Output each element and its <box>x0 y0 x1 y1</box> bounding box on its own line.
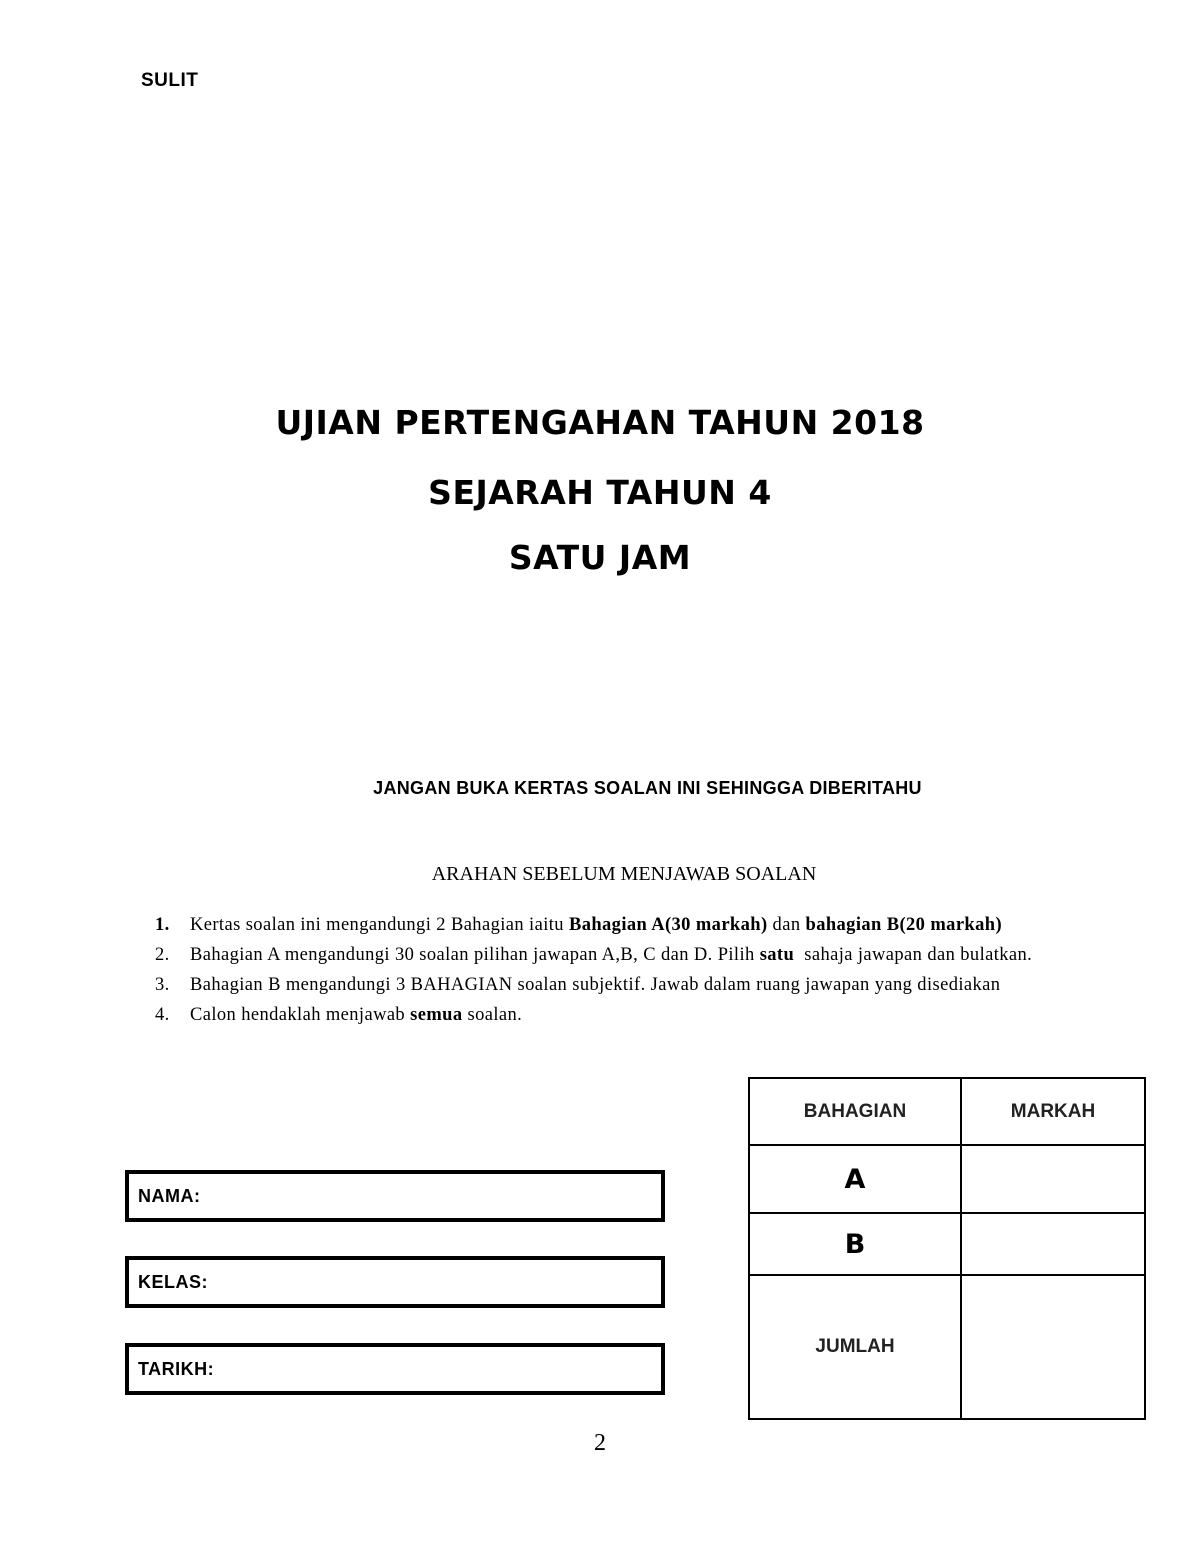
instruction-text: Calon hendaklah menjawab semua soalan. <box>190 1005 523 1025</box>
instruction-text: Bahagian B mengandungi 3 BAHAGIAN soalan subjektif. Jawab dalam ruang jawapan yang disediakan <box>190 975 1001 995</box>
class-label: KELAS: <box>138 1272 208 1292</box>
name-label: NAMA: <box>138 1186 201 1206</box>
subject-title: SEJARAH TAHUN 4 <box>428 473 772 512</box>
table-row <box>749 1275 1145 1419</box>
total-label: JUMLAH <box>749 1275 961 1419</box>
name-field[interactable] <box>125 1170 665 1222</box>
date-label: TARIKH: <box>138 1359 215 1379</box>
class-field[interactable] <box>125 1256 665 1308</box>
warning-notice: JANGAN BUKA KERTAS SOALAN INI SEHINGGA DIBERITAHU <box>373 778 922 798</box>
instruction-text: Kertas soalan ini mengandungi 2 Bahagian iaitu Bahagian A(30 markah) dan bahagian B(20 markah) <box>190 915 1003 935</box>
instruction-number: 3. <box>155 975 170 995</box>
instruction-item <box>150 970 1032 1000</box>
column-header-markah: MARKAH <box>961 1078 1145 1145</box>
section-a-label: A <box>749 1145 961 1213</box>
instructions-heading: ARAHAN SEBELUM MENJAWAB SOALAN <box>431 863 817 885</box>
instruction-item <box>150 940 1032 970</box>
instruction-item <box>150 910 1032 940</box>
section-b-label: B <box>749 1213 961 1275</box>
exam-title: UJIAN PERTENGAHAN TAHUN 2018 <box>275 403 925 442</box>
section-a-marks-cell[interactable] <box>961 1145 1145 1213</box>
table-row <box>749 1145 1145 1213</box>
page-number: 2 <box>594 1430 606 1456</box>
instruction-item <box>150 1000 1032 1030</box>
section-b-marks-cell[interactable] <box>961 1213 1145 1275</box>
table-row <box>749 1213 1145 1275</box>
duration-title: SATU JAM <box>508 538 692 577</box>
total-marks-cell[interactable] <box>961 1275 1145 1419</box>
instruction-number: 1. <box>155 915 170 935</box>
instruction-text: Bahagian A mengandungi 30 soalan pilihan jawapan A,B, C dan D. Pilih satu sahaja jawapan dan bulatkan. <box>190 945 1033 965</box>
instruction-number: 4. <box>155 1005 170 1025</box>
table-header-row <box>749 1078 1145 1145</box>
date-field[interactable] <box>125 1343 665 1395</box>
marks-table <box>748 1077 1146 1420</box>
column-header-bahagian: BAHAGIAN <box>749 1078 961 1145</box>
instructions-list <box>150 910 1032 1030</box>
instruction-number: 2. <box>155 945 170 965</box>
classification-label: SULIT <box>141 70 199 91</box>
